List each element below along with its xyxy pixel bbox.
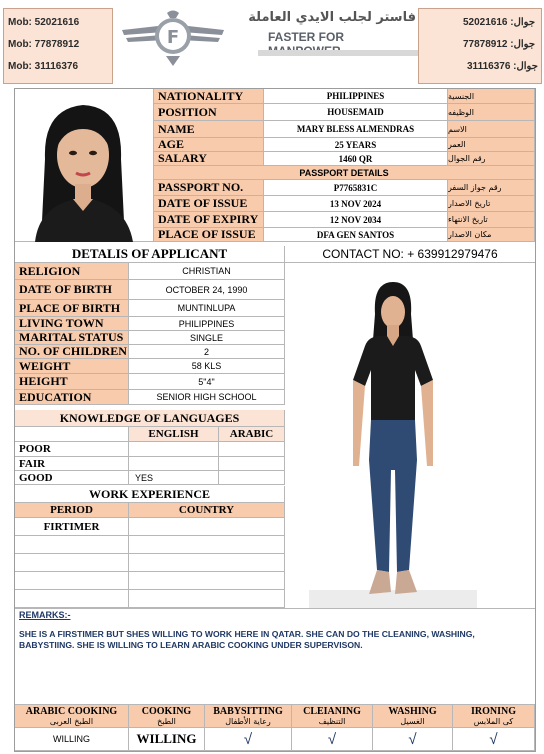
language-level: GOOD: [15, 471, 129, 485]
language-level: FAIR: [15, 457, 129, 471]
skill-value: √: [292, 728, 373, 751]
language-arabic-value: [219, 471, 285, 485]
applicant-section-title: DETALIS OF APPLICANT: [15, 246, 285, 263]
left-mobile-box: [3, 8, 113, 84]
detail-value: 25 YEARS: [264, 138, 448, 152]
skill-value: √: [453, 728, 535, 751]
detail-value: MARY BLESS ALMENDRAS: [264, 121, 448, 138]
experience-period: [15, 554, 129, 572]
passport-label: DATE OF ISSUE: [154, 196, 264, 212]
applicant-value: CHRISTIAN: [129, 263, 285, 280]
skill-value: WILLING: [129, 728, 205, 751]
skill-name-arabic: الطبخ العربى: [49, 716, 94, 726]
applicant-value: SENIOR HIGH SCHOOL: [129, 390, 285, 405]
skill-name: ARABIC COOKING: [25, 705, 118, 717]
detail-value: PHILIPPINES: [264, 89, 448, 104]
remarks-text: SHE IS A FIRSTIMER BUT SHES WILLING TO WORK HERE IN QATAR. SHE CAN DO THE CLEANING, WASHING, BABYSTIING. SHE IS WILLING TO LEARN ARABIC COOKING UNDER SUPERVISON.: [19, 629, 475, 650]
skill-name: BABYSITTING: [213, 705, 283, 717]
passport-arabic-label: مكان الاصدار: [448, 228, 535, 242]
applicant-value: OCTOBER 24, 1990: [129, 280, 285, 300]
skill-name: CLEIANING: [303, 705, 361, 717]
experience-column-country: COUNTRY: [129, 503, 285, 518]
company-logo: [118, 8, 418, 70]
applicant-value: MUNTINLUPA: [129, 300, 285, 317]
language-english-value: YES: [129, 471, 219, 485]
detail-arabic-label: الاسم: [448, 121, 535, 138]
detail-arabic-label: الوظيفه: [448, 104, 535, 121]
eagle-logo-icon: [118, 8, 228, 68]
company-name-arabic: فاستر لجلب الايدي العاملة: [248, 10, 416, 25]
skill-name-arabic: رعاية الأطفال: [225, 716, 271, 726]
passport-label: DATE OF EXPIRY: [154, 212, 264, 228]
skill-name: IRONING: [470, 705, 516, 717]
skill-value: √: [205, 728, 292, 751]
work-experience-title: WORK EXPERIENCE: [15, 486, 285, 503]
passport-value: DFA GEN SANTOS: [264, 228, 448, 242]
detail-arabic-label: الجنسية: [448, 89, 535, 104]
language-level: POOR: [15, 442, 129, 457]
header-divider: [258, 50, 418, 56]
skill-name: WASHING: [388, 705, 437, 717]
passport-value: 12 NOV 2034: [264, 212, 448, 228]
detail-arabic-label: رقم الجوال: [448, 152, 535, 166]
language-arabic-value: [219, 442, 285, 457]
passport-value: 13 NOV 2024: [264, 196, 448, 212]
applicant-label: WEIGHT: [15, 359, 129, 374]
passport-arabic-label: تاريخ الاصدار: [448, 196, 535, 212]
svg-text:F: F: [166, 27, 180, 48]
skill-value: WILLING: [15, 728, 129, 751]
passport-label: PLACE OF ISSUE: [154, 228, 264, 242]
right-mobile-1: 52021616 :جوال: [463, 17, 536, 28]
experience-period: [15, 536, 129, 554]
detail-label: POSITION: [154, 104, 264, 121]
applicant-label: NO. OF CHILDREN: [15, 345, 129, 359]
skill-header: [129, 704, 205, 728]
applicant-value: SINGLE: [129, 331, 285, 345]
left-mobile-2: Mob: 77878912: [8, 39, 80, 50]
language-arabic-value: [219, 457, 285, 471]
language-english-value: [129, 442, 219, 457]
passport-arabic-label: تاريخ الانتهاء: [448, 212, 535, 228]
experience-period: [15, 590, 129, 608]
applicant-value: PHILIPPINES: [129, 317, 285, 331]
skill-header: [15, 704, 129, 728]
applicant-label: LIVING TOWN: [15, 317, 129, 331]
applicant-label: MARITAL STATUS: [15, 331, 129, 345]
left-mobile-3: Mob: 31116376: [8, 61, 79, 72]
language-english-value: [129, 457, 219, 471]
applicant-label: PLACE OF BIRTH: [15, 300, 129, 317]
experience-country: [129, 590, 285, 608]
applicant-value: 2: [129, 345, 285, 359]
right-mobile-box: [418, 8, 542, 84]
experience-period: [15, 572, 129, 590]
applicant-label: EDUCATION: [15, 390, 129, 405]
languages-corner: [15, 427, 129, 442]
right-mobile-2: 77878912 :جوال: [463, 39, 536, 50]
language-column-english: ENGLISH: [129, 427, 219, 442]
detail-label: NATIONALITY: [154, 89, 264, 104]
full-body-photo: [309, 270, 477, 608]
passport-value: P7765831C: [264, 180, 448, 196]
passport-arabic-label: رقم جواز السفر: [448, 180, 535, 196]
experience-country: [129, 518, 285, 536]
experience-country: [129, 536, 285, 554]
detail-label: NAME: [154, 121, 264, 138]
contact-number: CONTACT NO: + 639912979476: [285, 246, 535, 263]
skill-name-arabic: كى الملابس: [473, 716, 514, 726]
experience-country: [129, 572, 285, 590]
passport-section-title: PASSPORT DETAILS: [154, 166, 535, 180]
applicant-label: RELIGION: [15, 263, 129, 280]
skill-header: [453, 704, 535, 728]
detail-value: 1460 QR: [264, 152, 448, 166]
applicant-value: 5"4": [129, 374, 285, 390]
skill-header: [205, 704, 292, 728]
experience-column-period: PERIOD: [15, 503, 129, 518]
applicant-value: 58 KLS: [129, 359, 285, 374]
detail-arabic-label: العمر: [448, 138, 535, 152]
remarks-box: [15, 608, 535, 704]
passport-label: PASSPORT NO.: [154, 180, 264, 196]
detail-label: SALARY: [154, 152, 264, 166]
left-mobile-1: Mob: 52021616: [8, 17, 80, 28]
detail-label: AGE: [154, 138, 264, 152]
face-photo: [15, 89, 154, 242]
right-mobile-3: 31116376 :جوال: [467, 61, 538, 72]
company-name-english: FASTER FOR: [268, 30, 345, 44]
languages-title: KNOWLEDGE OF LANGUAGES: [15, 410, 285, 427]
skill-value: √: [373, 728, 453, 751]
skill-header: [292, 704, 373, 728]
skill-name: COOKING: [141, 705, 192, 717]
language-column-arabic: ARABIC: [219, 427, 285, 442]
detail-value: HOUSEMAID: [264, 104, 448, 121]
experience-country: [129, 554, 285, 572]
applicant-label: HEIGHT: [15, 374, 129, 390]
remarks-title: REMARKS:-: [19, 610, 71, 620]
skill-name-arabic: الطبخ: [157, 716, 176, 726]
skill-name-arabic: الغسيل: [400, 716, 425, 726]
experience-period: FIRTIMER: [15, 518, 129, 536]
skill-name-arabic: التنظيف: [318, 716, 346, 726]
skill-header: [373, 704, 453, 728]
applicant-label: DATE OF BIRTH: [15, 280, 129, 300]
